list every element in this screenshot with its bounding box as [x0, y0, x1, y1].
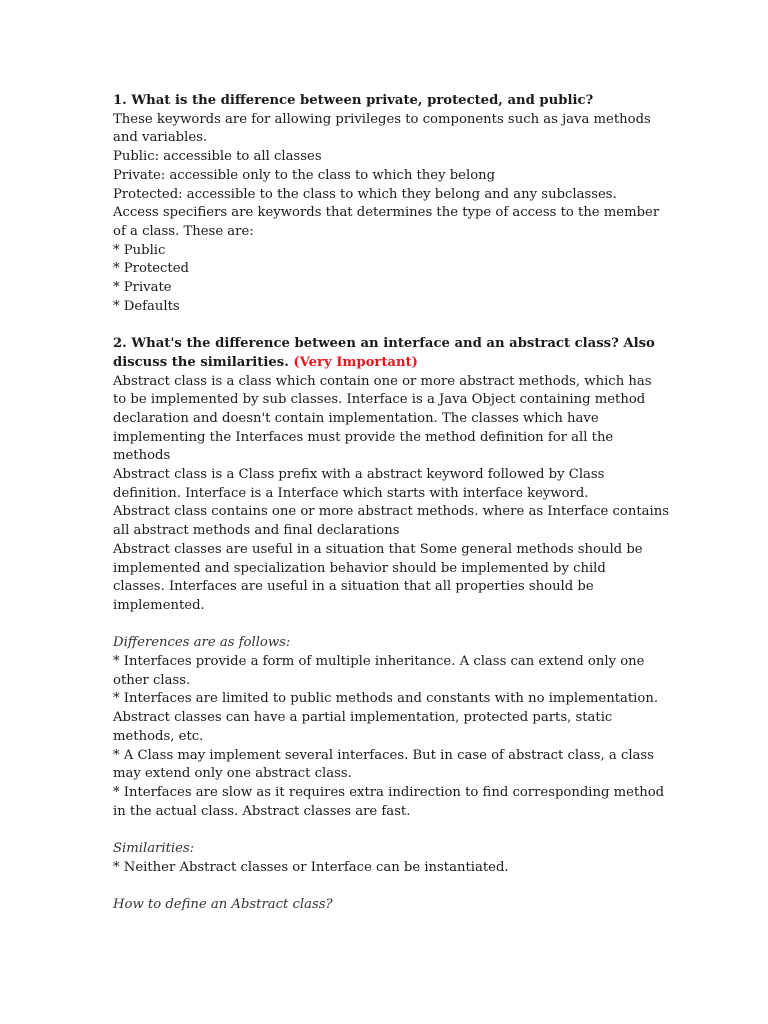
question-2-heading: 2. What's the difference between an interface and an abstract class? Also — [113, 336, 655, 352]
paragraph-gap — [113, 821, 658, 840]
q2-line: methods — [113, 448, 171, 464]
similarities-title: Similarities: — [113, 841, 195, 857]
q2-line: Abstract class contains one or more abstract methods. where as Interface contains — [113, 504, 669, 520]
q1-line: These keywords are for allowing privileges to components such as java methods — [113, 111, 651, 127]
differences-line: Abstract classes can have a partial implementation, protected parts, static — [113, 710, 613, 726]
q1-line: Public: accessible to all classes — [113, 149, 322, 165]
question-1-heading: 1. What is the difference between private, protected, and public? — [113, 93, 594, 108]
q2-line: declaration and doesn't contain implementation. The classes which have — [113, 410, 599, 426]
differences-line: * A Class may implement several interfaces. But in case of abstract class, a class — [113, 747, 654, 763]
differences-line: in the actual class. Abstract classes are fast. — [113, 803, 411, 819]
q1-line: * Defaults — [113, 298, 180, 314]
q2-line: Abstract class is a class which contain one or more abstract methods, which has — [113, 373, 652, 389]
differences-line: other class. — [113, 672, 191, 688]
q2-line: Abstract class is a Class prefix with a abstract keyword followed by Class — [113, 467, 605, 483]
document-page — [113, 92, 669, 915]
very-important-label: (Very Important) — [293, 354, 418, 370]
differences-line: may extend only one abstract class. — [113, 766, 352, 782]
differences-line: * Interfaces are limited to public methods and constants with no implementation. — [113, 691, 659, 707]
q2-line: implementing the Interfaces must provide the method definition for all the — [113, 429, 614, 445]
question-2-heading-cont — [113, 354, 658, 373]
differences-line: * Interfaces are slow as it requires extra indirection to find corresponding method — [113, 784, 665, 800]
q2-line: implemented and specialization behavior should be implemented by child — [113, 560, 606, 576]
paragraph-gap — [113, 316, 658, 335]
differences-line: methods, etc. — [113, 728, 204, 744]
q1-line: Private: accessible only to the class to which they belong — [113, 167, 496, 183]
q2-line: to be implemented by sub classes. Interface is a Java Object containing method — [113, 392, 646, 408]
q1-line: Protected: accessible to the class to which they belong and any subclasses. — [113, 186, 617, 202]
q1-line: Access specifiers are keywords that determines the type of access to the member — [113, 205, 660, 221]
q2-line: implemented. — [113, 597, 205, 613]
q2-line: classes. Interfaces are useful in a situation that all properties should be — [113, 579, 594, 595]
differences-line: * Interfaces provide a form of multiple inheritance. A class can extend only one — [113, 654, 645, 670]
q2-line: Abstract classes are useful in a situation that Some general methods should be — [113, 541, 643, 557]
paragraph-gap — [113, 616, 658, 635]
abstract-define-title: How to define an Abstract class? — [113, 897, 333, 913]
q1-line: and variables. — [113, 130, 208, 146]
q1-line: * Public — [113, 242, 166, 258]
q2-line: all abstract methods and final declarations — [113, 523, 400, 539]
similarities-line: * Neither Abstract classes or Interface can be instantiated. — [113, 859, 509, 875]
q1-line: * Private — [113, 280, 172, 296]
q2-line: definition. Interface is a Interface which starts with interface keyword. — [113, 485, 589, 501]
q1-line: * Protected — [113, 261, 189, 277]
question-2-heading-text: discuss the similarities. — [113, 354, 289, 370]
paragraph-gap — [113, 877, 658, 896]
q1-line: of a class. These are: — [113, 223, 254, 239]
differences-title: Differences are as follows: — [113, 635, 291, 651]
